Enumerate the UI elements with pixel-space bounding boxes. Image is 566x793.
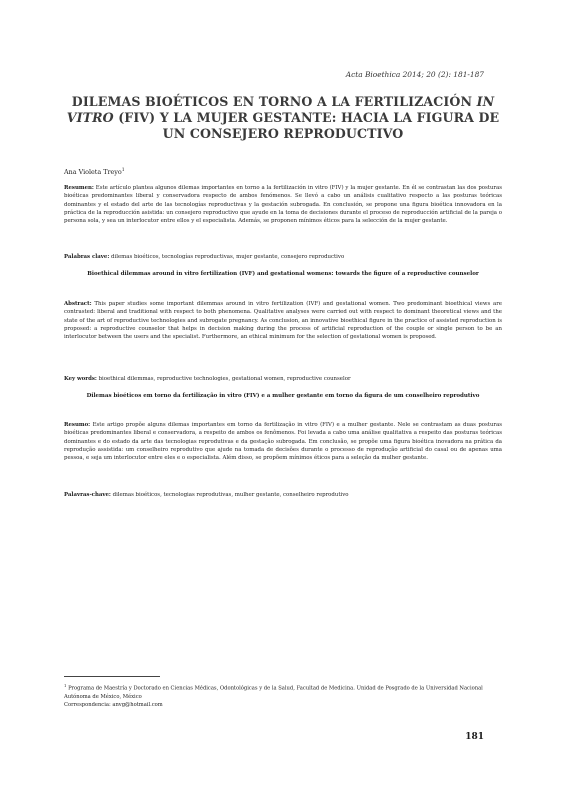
title-part-1: DILEMAS BIOÉTICOS EN TORNO A LA FERTILIZACIÓN [71, 94, 477, 109]
palavras-label: Palavras-chave: [64, 492, 111, 498]
portuguese-title: Dilemas bioéticos em torno da fertilização in vitro (FIV) e a mulher gestante em torno da figura de um conselheiro reprodutivo [86, 393, 480, 399]
palabras-clave [64, 253, 502, 261]
author-name [64, 168, 125, 176]
abstract-text: This paper studies some important dilemmas around in vitro fertilization (IVF) and gestational women. Two predominant bioethical views are contrasted: liberal and traditional with respect to both phenomena. Qualitative analyses were carried out with respect to dominant theoretical views and the state of the art of reproductive technologies and subrogate pregnancy. As conclusion, an innovative bioethical figure in the practice of assisted reproduction is proposed: a reproductive counselor that helps in decision making during the process of artificial reproduction of the couple or single person to be an interlocutor between the users and the specialist. Furthermore, an ethical minimum for the selection of gestational women is proposed. [64, 301, 502, 341]
resumo-label: Resumo: [64, 422, 91, 428]
page-number: 181 [465, 732, 484, 742]
palabras-text: dilemas bioéticos, tecnologías reproductivas, mujer gestante, consejero reproductivo [109, 254, 345, 260]
palabras-label: Palabras clave: [64, 254, 110, 260]
key-words [64, 375, 502, 383]
resumo-text: Este artigo propõe alguns dilemas importantes em torno da fertilização in vitro (FIV) e a mulher gestante. Nele se contrastam as duas posturas bioéticas predominantes liberal e conservadora, a respeito de ambos os fenômenos. Foi levada a cabo uma análise qualitativa a respeito das posturas teóricas dominantes e do estado da arte das tecnologias reprodutivas e da gestação subrogada. Em conclusão, se propõe uma figura bioética inovadora na prática da reprodução assistida: um conselheiro reprodutivo que ajude na tomada de decisões durante o processo de reprodução artificial do casal ou de apenas uma pessoa, e seja um interlocutor entre eles e o especialista. Além disso, se propõem mínimos éticos para a seleção da mulher gestante. [64, 422, 502, 462]
palavras-chave [64, 491, 502, 499]
paper-title [64, 94, 502, 142]
keywords-text: bioethical dilemmas, reproductive technologies, gestational women, reproductive counselor [96, 376, 351, 382]
palavras-text: dilemas bioéticos, tecnologias reprodutivas, mulher gestante, conselheiro reprodutivo [110, 492, 349, 498]
abstract-label: Abstract: [64, 301, 92, 307]
author-text: Ana Violeta Treyo [64, 168, 122, 177]
footnote-mark: 1 [64, 683, 67, 688]
correspondence-line: Correspondencia: anvg@hotmail.com [64, 702, 163, 709]
footnote-text: Programa de Maestría y Doctorado en Ciencias Médicas, Odontológicas y de la Salud, Facultad de Medicina. Unidad de Posgrado de la Universidad Nacional Autónoma de México, México [64, 685, 483, 700]
abstract-paragraph [64, 300, 502, 341]
title-italic: IN VITRO [66, 94, 495, 125]
english-title: Bioethical dilemmas around in vitro fertilization (IVF) and gestational womens: towards the figure of a reproductive counselor [87, 271, 479, 277]
keywords-label: Key words: [64, 376, 97, 382]
resumen-paragraph [64, 184, 502, 225]
journal-header: Acta Bioethica 2014; 20 (2): 181-187 [345, 70, 484, 79]
resumen-label: Resumen: [64, 185, 94, 191]
footnote-divider [64, 676, 160, 677]
author-footnote-mark: 1 [121, 168, 125, 173]
title-part-2: (FIV) Y LA MUJER GESTANTE: HACIA LA FIGURA DE UN CONSEJERO REPRODUCTIVO [113, 110, 500, 141]
footnote [64, 682, 502, 709]
footnote-affiliation [64, 682, 502, 701]
resumen-text: Este artículo plantea algunos dilemas importantes en torno a la fertilización in vitro (FIV) y la mujer gestante. En él se contrastan las dos posturas bioéticas predominantes liberal y conservadora respecto de ambos fenómenos. Se llevó a cabo un análisis cualitativo respecto a las posturas teóricas dominantes y el estado del arte de las tecnologías reproductivas y la gestación subrogada. En conclusión, se propone una figura bioética innovadora en la práctica de la reproducción asistida: un consejero reproductivo que ayude en la toma de decisiones durante el proceso de reproducción artificial de la pareja o persona sola, y sea un interlocutor entre ellos y el especialista. Además, se proponen mínimos éticos para la selección de la mujer gestante. [64, 185, 502, 225]
resumo-paragraph [64, 421, 502, 462]
